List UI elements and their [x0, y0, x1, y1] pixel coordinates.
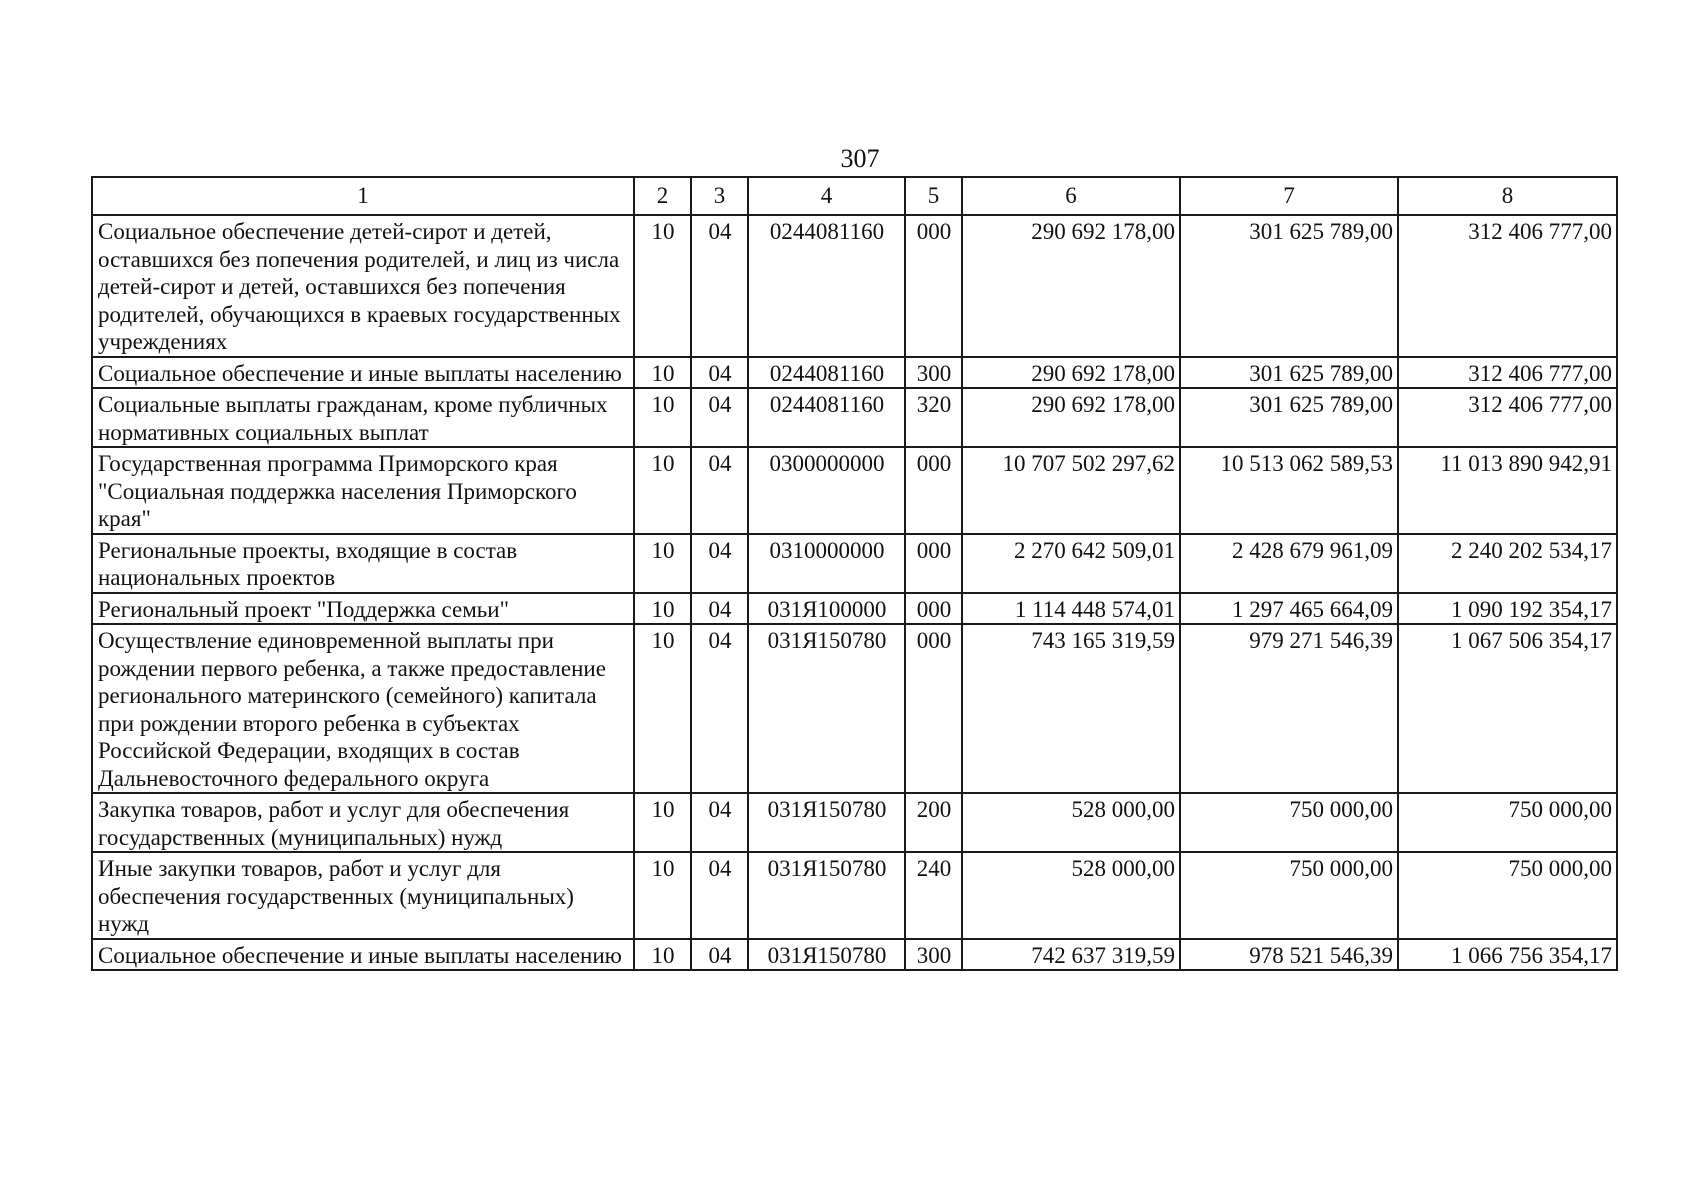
section-code: 10	[634, 852, 691, 939]
column-header-3: 3	[691, 177, 748, 215]
amount-col-6: 528 000,00	[962, 852, 1180, 939]
target-article-code: 0244081160	[748, 215, 905, 357]
subsection-code: 04	[691, 357, 748, 389]
amount-col-7: 750 000,00	[1180, 793, 1398, 852]
table-row	[92, 447, 1617, 534]
amount-col-6: 743 165 319,59	[962, 624, 1180, 793]
amount-col-8: 750 000,00	[1398, 793, 1617, 852]
expense-type-code: 000	[905, 447, 962, 534]
table-row	[92, 852, 1617, 939]
expense-type-code: 300	[905, 939, 962, 971]
subsection-code: 04	[691, 534, 748, 593]
subsection-code: 04	[691, 793, 748, 852]
expense-type-code: 000	[905, 624, 962, 793]
section-code: 10	[634, 388, 691, 447]
section-code: 10	[634, 624, 691, 793]
section-code: 10	[634, 447, 691, 534]
target-article-code: 031Я100000	[748, 593, 905, 625]
column-header-1: 1	[92, 177, 634, 215]
expense-type-code: 240	[905, 852, 962, 939]
amount-col-7: 978 521 546,39	[1180, 939, 1398, 971]
column-header-2: 2	[634, 177, 691, 215]
expense-type-code: 000	[905, 593, 962, 625]
table-row	[92, 388, 1617, 447]
section-code: 10	[634, 939, 691, 971]
expense-type-code: 320	[905, 388, 962, 447]
column-header-4: 4	[748, 177, 905, 215]
amount-col-6: 290 692 178,00	[962, 357, 1180, 389]
column-header-6: 6	[962, 177, 1180, 215]
row-name: Региональные проекты, входящие в состав национальных проектов	[92, 534, 634, 593]
amount-col-7: 979 271 546,39	[1180, 624, 1398, 793]
amount-col-7: 750 000,00	[1180, 852, 1398, 939]
row-name: Региональный проект "Поддержка семьи"	[92, 593, 634, 625]
amount-col-8: 2 240 202 534,17	[1398, 534, 1617, 593]
amount-col-7: 10 513 062 589,53	[1180, 447, 1398, 534]
target-article-code: 031Я150780	[748, 939, 905, 971]
row-name: Социальное обеспечение и иные выплаты населению	[92, 357, 634, 389]
row-name: Социальное обеспечение и иные выплаты населению	[92, 939, 634, 971]
target-article-code: 031Я150780	[748, 793, 905, 852]
amount-col-7: 1 297 465 664,09	[1180, 593, 1398, 625]
table-row	[92, 534, 1617, 593]
expense-type-code: 300	[905, 357, 962, 389]
amount-col-6: 290 692 178,00	[962, 388, 1180, 447]
table-row	[92, 357, 1617, 389]
section-code: 10	[634, 357, 691, 389]
table-row	[92, 793, 1617, 852]
budget-table	[91, 176, 1618, 971]
amount-col-8: 312 406 777,00	[1398, 215, 1617, 357]
section-code: 10	[634, 793, 691, 852]
amount-col-8: 1 066 756 354,17	[1398, 939, 1617, 971]
amount-col-7: 301 625 789,00	[1180, 215, 1398, 357]
amount-col-6: 10 707 502 297,62	[962, 447, 1180, 534]
amount-col-8: 312 406 777,00	[1398, 357, 1617, 389]
section-code: 10	[634, 593, 691, 625]
row-name: Социальные выплаты гражданам, кроме публичных нормативных социальных выплат	[92, 388, 634, 447]
amount-col-6: 528 000,00	[962, 793, 1180, 852]
table-row	[92, 939, 1617, 971]
amount-col-8: 1 067 506 354,17	[1398, 624, 1617, 793]
amount-col-8: 1 090 192 354,17	[1398, 593, 1617, 625]
column-header-5: 5	[905, 177, 962, 215]
amount-col-6: 290 692 178,00	[962, 215, 1180, 357]
row-name: Социальное обеспечение детей-сирот и детей, оставшихся без попечения родителей, и лиц из числа детей-сирот и детей, оставшихся без попечения родителей, обучающихся в краевых государственных учреждениях	[92, 215, 634, 357]
expense-type-code: 200	[905, 793, 962, 852]
expense-type-code: 000	[905, 534, 962, 593]
subsection-code: 04	[691, 852, 748, 939]
section-code: 10	[634, 534, 691, 593]
subsection-code: 04	[691, 593, 748, 625]
row-name: Иные закупки товаров, работ и услуг для обеспечения государственных (муниципальных) нужд	[92, 852, 634, 939]
column-header-7: 7	[1180, 177, 1398, 215]
amount-col-6: 2 270 642 509,01	[962, 534, 1180, 593]
subsection-code: 04	[691, 939, 748, 971]
row-name: Государственная программа Приморского края "Социальная поддержка населения Приморского края"	[92, 447, 634, 534]
table-row	[92, 215, 1617, 357]
page-number: 307	[840, 144, 880, 173]
subsection-code: 04	[691, 215, 748, 357]
row-name: Закупка товаров, работ и услуг для обеспечения государственных (муниципальных) нужд	[92, 793, 634, 852]
target-article-code: 0300000000	[748, 447, 905, 534]
amount-col-6: 742 637 319,59	[962, 939, 1180, 971]
amount-col-6: 1 114 448 574,01	[962, 593, 1180, 625]
amount-col-7: 301 625 789,00	[1180, 357, 1398, 389]
amount-col-7: 2 428 679 961,09	[1180, 534, 1398, 593]
column-header-8: 8	[1398, 177, 1617, 215]
header-row	[92, 177, 1617, 215]
subsection-code: 04	[691, 388, 748, 447]
expense-type-code: 000	[905, 215, 962, 357]
amount-col-8: 312 406 777,00	[1398, 388, 1617, 447]
table-row	[92, 624, 1617, 793]
amount-col-8: 750 000,00	[1398, 852, 1617, 939]
row-name: Осуществление единовременной выплаты при рождении первого ребенка, а также предоставление регионального материнского (семейного) капитала при рождении второго ребенка в субъектах Российской Федерации, входящих в состав Дальневосточного федерального округа	[92, 624, 634, 793]
target-article-code: 0244081160	[748, 388, 905, 447]
subsection-code: 04	[691, 447, 748, 534]
target-article-code: 031Я150780	[748, 852, 905, 939]
target-article-code: 0310000000	[748, 534, 905, 593]
target-article-code: 031Я150780	[748, 624, 905, 793]
table-row	[92, 593, 1617, 625]
subsection-code: 04	[691, 624, 748, 793]
target-article-code: 0244081160	[748, 357, 905, 389]
section-code: 10	[634, 215, 691, 357]
amount-col-8: 11 013 890 942,91	[1398, 447, 1617, 534]
amount-col-7: 301 625 789,00	[1180, 388, 1398, 447]
